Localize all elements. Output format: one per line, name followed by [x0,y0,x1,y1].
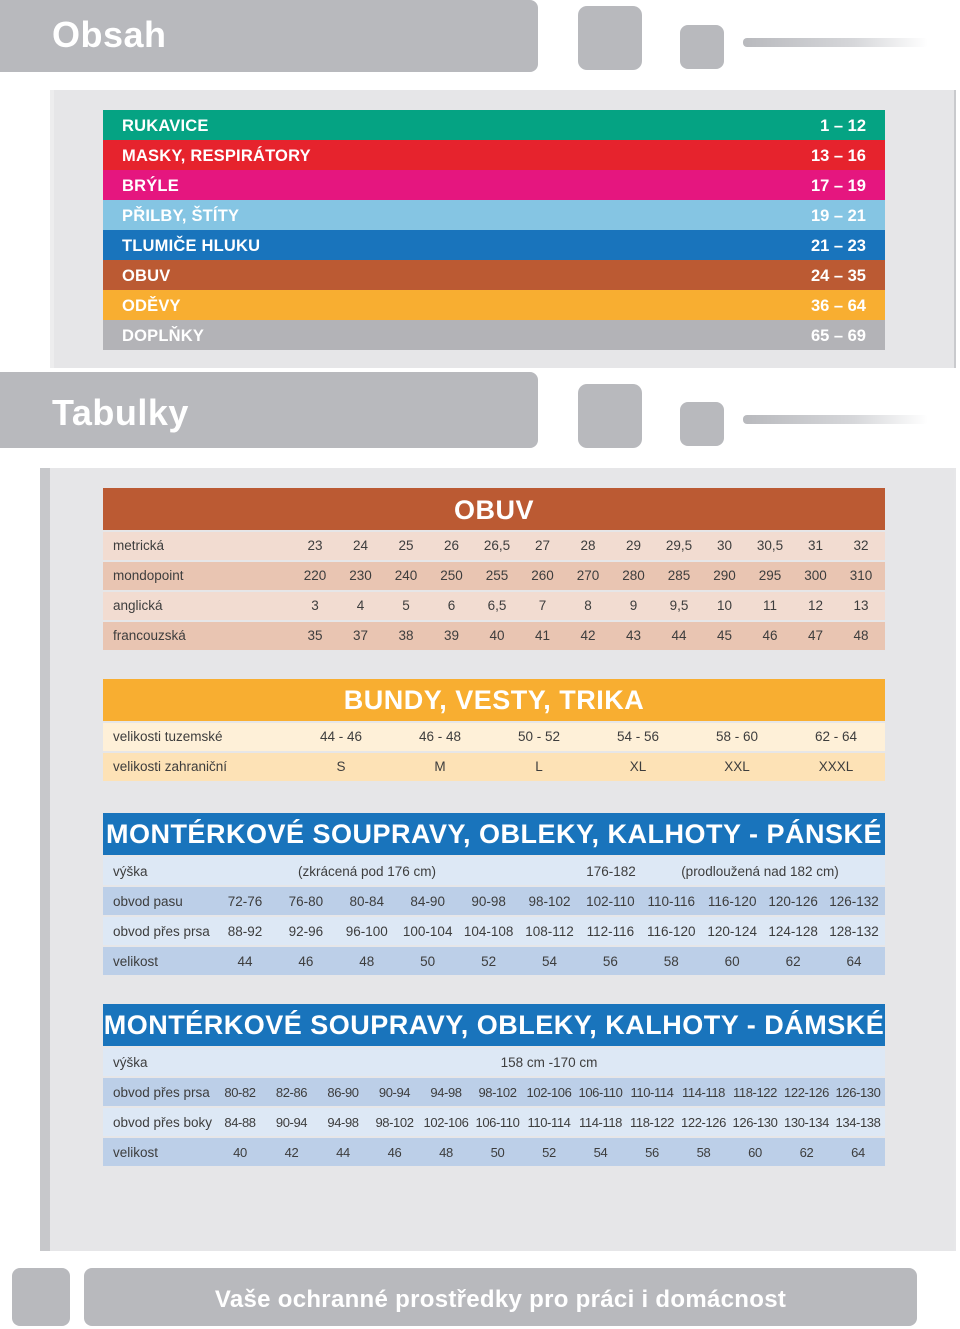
table-cell: 80-84 [349,894,385,909]
table-row [103,753,885,781]
row-label: metrická [113,538,165,553]
table-row-height [103,1048,885,1076]
contents-item-label: ODĚVY [122,297,181,315]
table-cell: 11 [762,598,777,613]
table-cell: 110-114 [527,1115,571,1130]
row-label: výška [113,1055,148,1070]
table-cell: 54 [593,1145,608,1160]
table-cell: 58 [663,954,679,969]
table-cell: 72-76 [227,894,263,909]
contents-item-label: TLUMIČE HLUKU [122,237,261,255]
table-cell: 44 [336,1145,350,1160]
table-cell: 290 [713,568,736,583]
table-cell: XXL [724,759,750,774]
table-cell: S [336,759,346,774]
table-cell: 120-126 [768,894,818,909]
row-label: obvod přes prsa [113,924,210,939]
table-cell: 220 [303,568,327,583]
contents-item-pages: 65 – 69 [810,327,866,345]
table-cell: 300 [804,568,827,583]
table-cell: 64 [851,1145,865,1160]
table-row [103,887,885,915]
table-cell: 76-80 [288,894,324,909]
table-cell: 58 [696,1145,711,1160]
table-cell: 35 [307,628,323,643]
contents-item-pages: 1 – 12 [820,117,866,135]
contents-item-label: PŘILBY, ŠTÍTY [122,207,240,225]
contents-item-label: BRÝLE [122,177,179,195]
row-label: anglická [113,598,163,613]
table-cell: 122-126 [681,1115,726,1130]
table-cell: 62 - 64 [814,729,858,744]
contents-item[interactable] [103,260,885,290]
table-cell: 124-128 [768,924,818,939]
table-cell: L [535,759,543,774]
table-cell: 230 [349,568,372,583]
table-cell: 82-86 [275,1085,308,1100]
contents-item-label: DOPLŇKY [122,327,205,345]
table-cell: 120-124 [707,924,757,939]
row-label: obvod přes boky [113,1115,213,1130]
table-cell: 64 [846,954,862,969]
table-cell: 92-96 [288,924,324,939]
table-cell: 50 - 52 [517,729,561,744]
table-cell: 84-88 [224,1115,256,1130]
table-cell: 30 [716,538,733,553]
contents-title: Obsah [52,14,167,55]
contents-item[interactable] [103,140,885,170]
table-cell: 270 [576,568,600,583]
table-cell: 88-92 [227,924,263,939]
table-cell: 60 [724,954,740,969]
table-cell: 58 - 60 [715,729,759,744]
table-cell: 26 [443,538,460,553]
row-label: výška [113,864,148,879]
table-cell: 45 [716,628,733,643]
table-cell: 46 [298,954,314,969]
contents-item-pages: 13 – 16 [810,147,866,165]
table-cell: 39 [443,628,460,643]
table-cell: 176-182 [586,864,636,879]
table-title: OBUV [453,495,534,525]
table-cell: 110-114 [630,1085,674,1100]
table-row [103,917,885,945]
table-cell: 44 [671,628,687,643]
header-decor-line [743,415,928,424]
table-cell: 102-110 [586,894,635,909]
contents-item[interactable] [103,110,885,140]
table-cell: 100-104 [402,924,453,939]
table-cell: 114-118 [579,1115,622,1130]
table-cell: 86-90 [327,1085,359,1100]
table-cell: 27 [534,538,551,553]
table-cell: 13 [853,598,869,613]
table-cell: 126-130 [835,1085,881,1100]
table-cell: 24 [352,538,369,553]
contents-item-pages: 19 – 21 [810,207,866,225]
table-title: MONTÉRKOVÉ SOUPRAVY, OBLEKY, KALHOTY - DÁMSKÉ [103,1010,885,1040]
table-obuv [103,488,885,650]
table-cell: 29,5 [665,538,693,553]
table-row [103,622,885,650]
table-cell: 260 [531,568,554,583]
footer-decor-square [12,1268,70,1326]
table-cell: 90-94 [378,1085,411,1100]
table-cell: (prodloužená nad 182 cm) [681,864,839,879]
contents-item-label: MASKY, RESPIRÁTORY [122,147,311,165]
table-cell: M [434,759,446,774]
table-cell: 112-116 [586,924,635,939]
table-cell: 37 [352,628,369,643]
table-cell: 98-102 [528,894,571,909]
contents-item[interactable] [103,290,885,320]
table-cell: 114-118 [682,1085,725,1100]
table-row [103,723,885,751]
table-cell: 96-100 [345,924,388,939]
header-decor-square-small [680,25,724,69]
table-cell: 48 [359,954,375,969]
table-title: BUNDY, VESTY, TRIKA [343,685,645,715]
table-cell: 56 [602,954,618,969]
table-cell: 26,5 [483,538,511,553]
table-cell: 98-102 [478,1085,517,1100]
table-cell: 80-82 [224,1085,256,1100]
row-label: velikost [113,954,159,969]
table-cell: 7 [538,598,547,613]
table-cell: 54 - 56 [616,729,660,744]
table-cell: 50 [420,954,436,969]
table-cell: 62 [785,954,801,969]
table-cell: 44 [237,954,253,969]
table-cell: 48 [439,1145,453,1160]
table-cell: 5 [402,598,410,613]
row-label: velikost [113,1145,159,1160]
table-cell: 44 - 46 [319,729,363,744]
table-cell: 25 [398,538,414,553]
table-panske [103,813,885,977]
table-cell: 98-102 [375,1115,414,1130]
table-cell: 116-120 [707,894,757,909]
table-cell: 46 [387,1145,402,1160]
table-cell: 56 [645,1145,659,1160]
table-cell: 6,5 [487,598,507,613]
table-cell: 46 - 48 [418,729,462,744]
contents-item-pages: 24 – 35 [810,267,866,285]
table-cell: 106-110 [475,1115,520,1130]
table-title: MONTÉRKOVÉ SOUPRAVY, OBLEKY, KALHOTY - PÁNSKÉ [105,819,883,849]
table-cell: 60 [748,1145,762,1160]
table-damske [103,1004,885,1168]
table-cell: 102-106 [423,1115,469,1130]
table-row-height [103,857,885,885]
contents-item-label: OBUV [122,267,171,285]
table-row [103,1138,885,1166]
table-cell: 128-132 [829,924,879,939]
table-cell: 118-122 [630,1115,674,1130]
table-cell: XL [629,759,647,774]
table-row [103,1078,885,1106]
table-cell: 255 [485,568,509,583]
table-cell: 12 [807,598,824,613]
header-decor-square-large [578,6,642,70]
table-cell: 52 [481,954,497,969]
table-cell: 30,5 [756,538,784,553]
table-cell: 158 cm -170 cm [500,1055,598,1070]
table-cell: 295 [758,568,782,583]
table-row [103,1108,885,1136]
table-cell: 108-112 [525,924,574,939]
contents-item-pages: 21 – 23 [810,237,866,255]
footer-tagline: Vaše ochranné prostředky pro práci i domácnost [214,1286,787,1313]
table-cell: 62 [799,1145,814,1160]
table-cell: 134-138 [835,1115,881,1130]
table-cell: 54 [541,954,558,969]
contents-item-pages: 17 – 19 [810,177,866,195]
table-cell: 23 [307,538,323,553]
table-cell: 9,5 [669,598,689,613]
table-cell: 10 [716,598,733,613]
table-cell: 122-126 [784,1085,829,1100]
table-cell: 126-132 [829,894,879,909]
row-label: francouzská [113,628,186,643]
table-cell: 104-108 [463,924,514,939]
row-label: obvod pasu [113,894,183,909]
table-cell: 46 [762,628,778,643]
table-row [103,592,885,620]
contents-item[interactable] [103,320,885,350]
table-cell: 41 [534,628,551,643]
table-cell: 38 [398,628,414,643]
table-cell: 29 [625,538,642,553]
header-decor-line [743,38,928,47]
table-cell: 31 [807,538,824,553]
table-cell: 6 [447,598,456,613]
row-label: velikosti tuzemské [113,729,223,744]
header-decor-square-large [578,384,642,448]
table-cell: 40 [489,628,505,643]
tables-title: Tabulky [52,392,189,433]
table-cell: 8 [584,598,592,613]
row-label: obvod přes prsa [113,1085,210,1100]
header-decor-square-small [680,402,724,446]
table-cell: 4 [356,598,365,613]
table-cell: XXXL [818,759,854,774]
contents-item[interactable] [103,200,885,230]
table-cell: 90-98 [471,894,506,909]
table-cell: 106-110 [578,1085,623,1100]
table-cell: 3 [311,598,319,613]
table-cell: 285 [667,568,691,583]
table-cell: 47 [807,628,824,643]
table-cell: 48 [853,628,869,643]
table-cell: 42 [580,628,596,643]
table-cell: 52 [542,1145,556,1160]
table-row [103,562,885,590]
row-label: velikosti zahraniční [113,759,228,774]
table-cell: 280 [622,568,645,583]
table-cell: 9 [629,598,638,613]
table-row [103,947,885,975]
table-cell: 310 [849,568,873,583]
table-cell: 118-122 [733,1085,777,1100]
table-cell: 116-120 [647,924,696,939]
row-label: mondopoint [113,568,184,583]
contents-item[interactable] [103,170,885,200]
table-cell: 84-90 [410,894,445,909]
table-cell: 43 [625,628,642,643]
table-cell: 110-116 [647,894,696,909]
table-cell: 90-94 [275,1115,308,1130]
table-cell: 32 [853,538,869,553]
table-cell: 42 [284,1145,299,1160]
table-cell: 130-134 [784,1115,829,1130]
table-cell: 50 [490,1145,505,1160]
table-cell: 102-106 [526,1085,572,1100]
table-cell: 240 [394,568,418,583]
contents-item-pages: 36 – 64 [810,297,866,315]
table-cell: (zkrácená pod 176 cm) [297,864,437,879]
table-bundy [103,679,885,785]
table-cell: 94-98 [327,1115,359,1130]
contents-item-label: RUKAVICE [122,117,209,135]
contents-item[interactable] [103,230,885,260]
table-row [103,532,885,560]
table-cell: 40 [233,1145,247,1160]
table-cell: 126-130 [732,1115,778,1130]
table-cell: 28 [580,538,596,553]
table-cell: 250 [440,568,463,583]
table-cell: 94-98 [430,1085,462,1100]
